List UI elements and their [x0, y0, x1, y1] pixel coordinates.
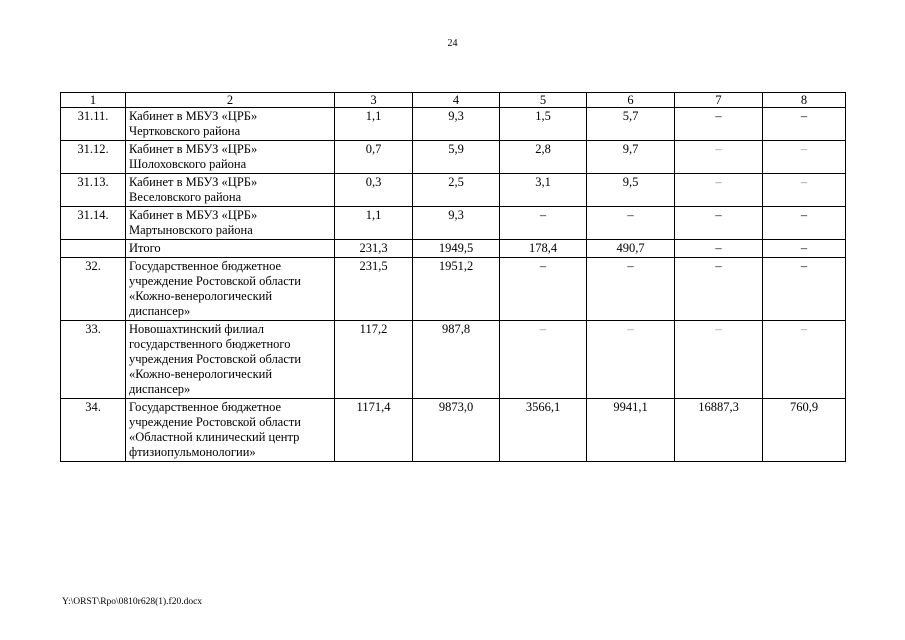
row-number: 31.12.: [61, 141, 126, 174]
table-row: [61, 174, 846, 207]
value-cell-col-7: –: [675, 141, 763, 174]
file-path-footer: Y:\ORST\Rpo\0810r628(1).f20.docx: [62, 597, 203, 607]
institution-name: Итого: [126, 240, 335, 258]
value-cell-col-8: –: [763, 240, 846, 258]
institution-name: Кабинет в МБУЗ «ЦРБ» Мартыновского района: [126, 207, 335, 240]
institution-name: Новошахтинский филиал государственного бюджетного учреждения Ростовской области «Кожно-венерологический диспансер»: [126, 321, 335, 399]
value-cell-col-6: 9,7: [587, 141, 675, 174]
value-cell-col-4: 9873,0: [413, 399, 500, 462]
header-cell: 2: [126, 93, 335, 108]
value-cell-col-6: 490,7: [587, 240, 675, 258]
page-number: 24: [447, 38, 458, 49]
row-number: [61, 240, 126, 258]
row-number: 32.: [61, 258, 126, 321]
institution-name: Кабинет в МБУЗ «ЦРБ» Шолоховского района: [126, 141, 335, 174]
value-cell-col-4: 2,5: [413, 174, 500, 207]
header-cell: 3: [335, 93, 413, 108]
value-cell-col-7: –: [675, 207, 763, 240]
table-row: [61, 321, 846, 399]
table-body: [61, 93, 846, 462]
row-number: 31.11.: [61, 108, 126, 141]
value-cell-col-3: 1171,4: [335, 399, 413, 462]
value-cell-col-6: 9,5: [587, 174, 675, 207]
value-cell-col-7: –: [675, 258, 763, 321]
value-cell-col-8: –: [763, 108, 846, 141]
header-cell: 1: [61, 93, 126, 108]
value-cell-col-4: 5,9: [413, 141, 500, 174]
institution-name: Государственное бюджетное учреждение Ростовской области «Кожно-венерологический диспансер»: [126, 258, 335, 321]
value-cell-col-5: 2,8: [500, 141, 587, 174]
value-cell-col-3: 0,7: [335, 141, 413, 174]
value-cell-col-4: 1949,5: [413, 240, 500, 258]
value-cell-col-7: 16887,3: [675, 399, 763, 462]
table-header-row: [61, 93, 846, 108]
table-row: [61, 399, 846, 462]
value-cell-col-8: –: [763, 174, 846, 207]
table-row: [61, 240, 846, 258]
value-cell-col-8: 760,9: [763, 399, 846, 462]
value-cell-col-3: 231,3: [335, 240, 413, 258]
value-cell-col-8: –: [763, 321, 846, 399]
institution-name: Кабинет в МБУЗ «ЦРБ» Чертковского района: [126, 108, 335, 141]
value-cell-col-5: 3,1: [500, 174, 587, 207]
table-row: [61, 108, 846, 141]
value-cell-col-5: 3566,1: [500, 399, 587, 462]
institution-name: Государственное бюджетное учреждение Ростовской области «Областной клинический центр фтизиопульмонологии»: [126, 399, 335, 462]
institution-name: Кабинет в МБУЗ «ЦРБ» Веселовского района: [126, 174, 335, 207]
table-row: [61, 141, 846, 174]
row-number: 31.13.: [61, 174, 126, 207]
table-row: [61, 207, 846, 240]
value-cell-col-5: –: [500, 207, 587, 240]
value-cell-col-4: 1951,2: [413, 258, 500, 321]
value-cell-col-3: 0,3: [335, 174, 413, 207]
row-number: 34.: [61, 399, 126, 462]
header-cell: 8: [763, 93, 846, 108]
value-cell-col-6: –: [587, 258, 675, 321]
value-cell-col-4: 9,3: [413, 207, 500, 240]
value-cell-col-8: –: [763, 258, 846, 321]
value-cell-col-7: –: [675, 108, 763, 141]
value-cell-col-7: –: [675, 240, 763, 258]
value-cell-col-4: 9,3: [413, 108, 500, 141]
table-row: [61, 258, 846, 321]
header-cell: 5: [500, 93, 587, 108]
row-number: 31.14.: [61, 207, 126, 240]
data-table: [60, 92, 846, 462]
value-cell-col-3: 231,5: [335, 258, 413, 321]
value-cell-col-6: –: [587, 321, 675, 399]
value-cell-col-6: 5,7: [587, 108, 675, 141]
value-cell-col-3: 117,2: [335, 321, 413, 399]
header-cell: 7: [675, 93, 763, 108]
value-cell-col-5: –: [500, 321, 587, 399]
header-cell: 4: [413, 93, 500, 108]
value-cell-col-3: 1,1: [335, 207, 413, 240]
value-cell-col-5: 178,4: [500, 240, 587, 258]
value-cell-col-6: 9941,1: [587, 399, 675, 462]
header-cell: 6: [587, 93, 675, 108]
row-number: 33.: [61, 321, 126, 399]
value-cell-col-7: –: [675, 174, 763, 207]
value-cell-col-4: 987,8: [413, 321, 500, 399]
value-cell-col-8: –: [763, 141, 846, 174]
value-cell-col-8: –: [763, 207, 846, 240]
value-cell-col-3: 1,1: [335, 108, 413, 141]
value-cell-col-7: –: [675, 321, 763, 399]
value-cell-col-5: –: [500, 258, 587, 321]
value-cell-col-6: –: [587, 207, 675, 240]
value-cell-col-5: 1,5: [500, 108, 587, 141]
